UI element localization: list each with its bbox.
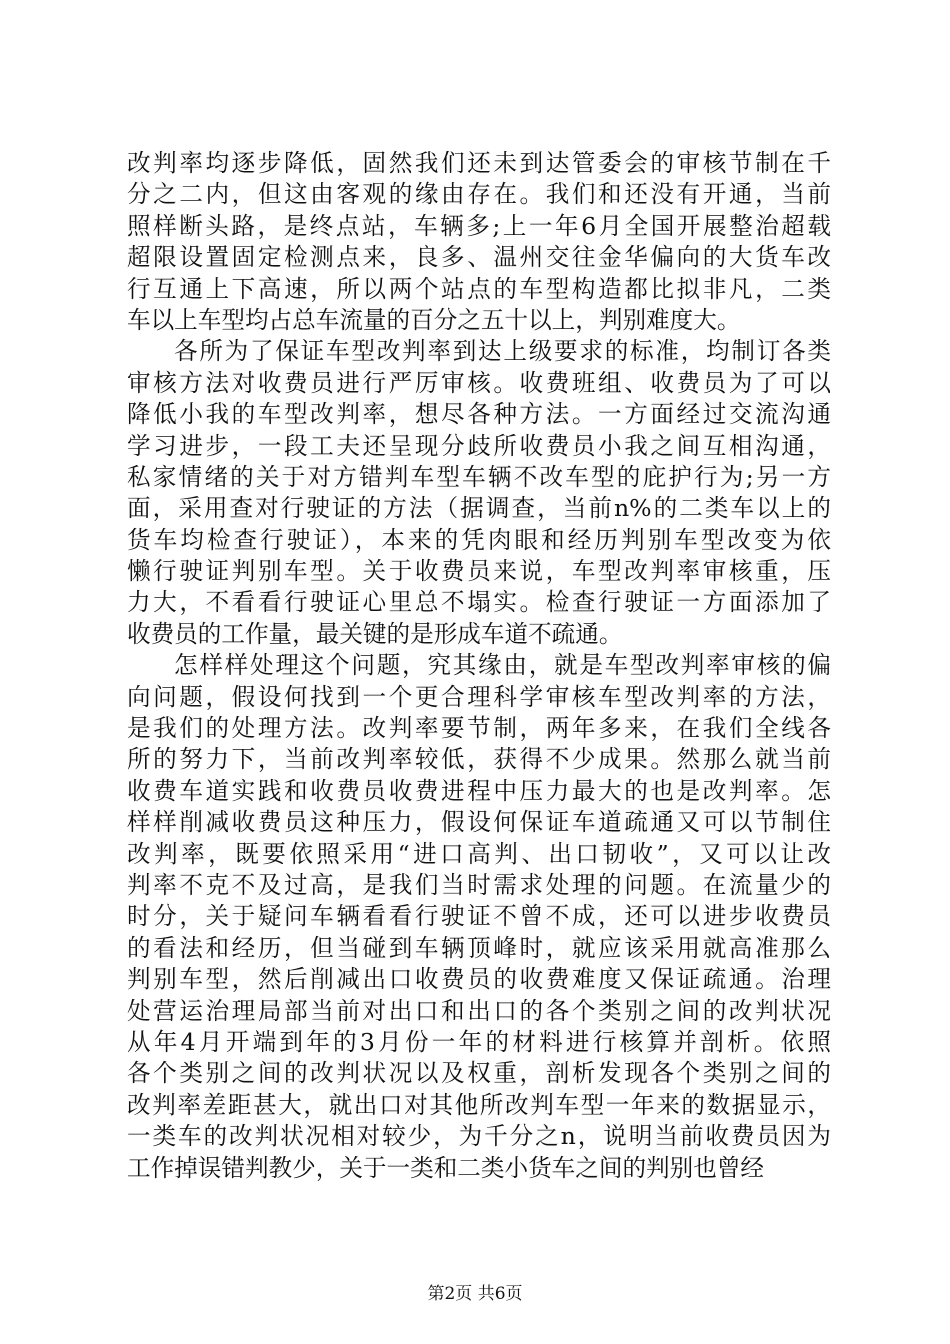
- text-line: 处营运治理局部当前对出口和出口的各个类别之间的改判状况: [127, 996, 831, 1025]
- text-line: 的看法和经历，但当碰到车辆顶峰时，就应该采用就高准那么: [127, 933, 831, 962]
- text-line: 力大，不看看行驶证心里总不塌实。检查行驶证一方面添加了: [127, 588, 831, 617]
- page-footer: 第2页 共6页: [427, 1284, 523, 1304]
- text-line: 行互通上下高速，所以两个站点的车型构造都比拟非凡，二类: [127, 274, 831, 303]
- text-line: 审核方法对收费员进行严厉审核。收费班组、收费员为了可以: [127, 368, 831, 397]
- text-line: 车以上车型均占总车流量的百分之五十以上，判别难度大。: [127, 305, 741, 334]
- text-line: 私家情绪的关于对方错判车型车辆不改车型的庇护行为;另一方: [127, 462, 831, 491]
- body-text: [127, 148, 831, 1184]
- text-line: 怎样样处理这个问题，究其缘由，就是车型改判率审核的偏: [174, 651, 831, 680]
- text-line: 时分，关于疑问车辆看看行驶证不曾不成，还可以进步收费员: [127, 902, 831, 931]
- text-line: 分之二内，但这由客观的缘由存在。我们和还没有开通，当前: [127, 180, 831, 209]
- text-line: 收费车道实践和收费员收费进程中压力最大的也是改判率。怎: [127, 776, 831, 805]
- text-line: 超限设置固定检测点来，良多、温州交往金华偏向的大货车改: [127, 243, 831, 272]
- text-line: 各个类别之间的改判状况以及权重，剖析发现各个类别之间的: [127, 1059, 831, 1088]
- text-line: 懒行驶证判别车型。关于收费员来说，车型改判率审核重，压: [127, 557, 831, 586]
- text-line: 从年4月开端到年的3月份一年的材料进行核算并剖析。依照: [127, 1027, 831, 1056]
- text-line: 面，采用查对行驶证的方法（据调查，当前n%的二类车以上的: [127, 494, 831, 523]
- text-line: 各所为了保证车型改判率到达上级要求的标准，均制订各类: [174, 337, 831, 366]
- text-line: 样样削减收费员这种压力，假设何保证车道疏通又可以节制住: [127, 808, 831, 837]
- text-line: 降低小我的车型改判率，想尽各种方法。一方面经过交流沟通: [127, 400, 831, 429]
- text-line: 改判率，既要依照采用“进口高判、出口韧收”，又可以让改: [127, 839, 831, 868]
- text-line: 向问题，假设何找到一个更合理科学审核车型改判率的方法，: [127, 682, 831, 711]
- text-line: 学习进步，一段工夫还呈现分歧所收费员小我之间互相沟通，: [127, 431, 831, 460]
- text-line: 改判率均逐步降低，固然我们还未到达管委会的审核节制在千: [127, 149, 831, 177]
- text-line: 判率不克不及过高，是我们当时需求处理的问题。在流量少的: [127, 870, 831, 899]
- text-line: 照样断头路，是终点站，车辆多;上一年6月全国开展整治超载: [127, 211, 831, 240]
- paragraph: [127, 148, 831, 336]
- text-line: 判别车型，然后削减出口收费员的收费难度又保证疏通。治理: [127, 965, 831, 994]
- text-line: 一类车的改判状况相对较少，为千分之n，说明当前收费员因为: [127, 1122, 831, 1151]
- text-line: 工作掉误错判教少，关于一类和二类小货车之间的判别也曾经: [127, 1153, 765, 1182]
- paragraph: [127, 650, 831, 1184]
- text-line: 收费员的工作量，最关键的是形成车道不疏通。: [127, 619, 623, 648]
- paragraph: [127, 336, 831, 650]
- text-line: 改判率差距甚大，就出口对其他所改判车型一年来的数据显示，: [127, 1090, 831, 1119]
- text-line: 所的努力下，当前改判率较低，获得不少成果。然那么就当前: [127, 745, 831, 774]
- text-line: 货车均检查行驶证），本来的凭肉眼和经历判别车型改变为依: [127, 525, 831, 554]
- text-line: 是我们的处理方法。改判率要节制，两年多来，在我们全线各: [127, 714, 831, 743]
